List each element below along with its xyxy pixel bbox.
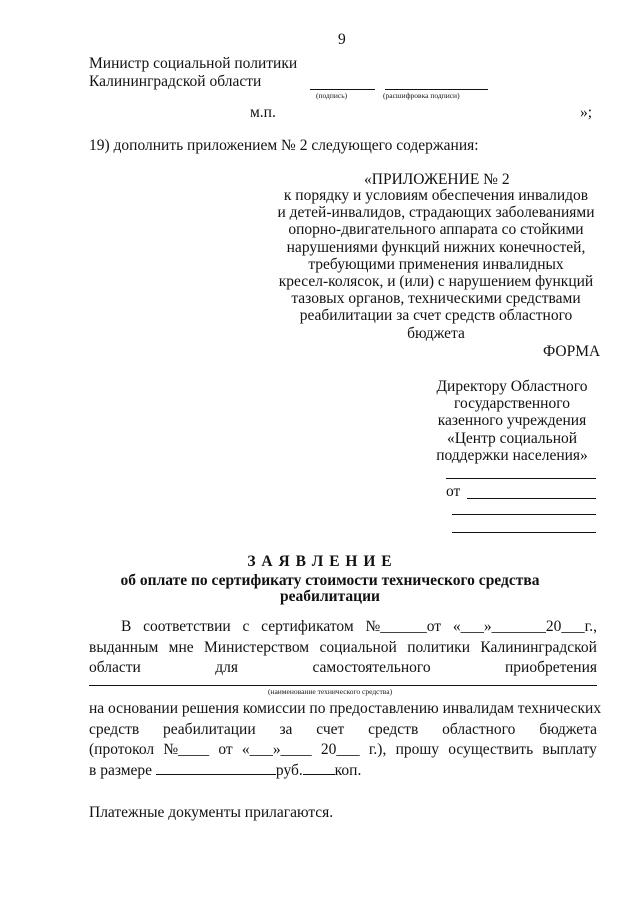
statement-paragraph — [89, 617, 597, 679]
word: счет — [316, 720, 345, 738]
signature-decoding-caption: (расшифровка подписи) — [383, 91, 460, 100]
word: (протокол — [89, 741, 155, 758]
addressee-line: поддержки населения» — [436, 446, 588, 464]
word: приобретения — [505, 659, 597, 676]
signatory-title-line1: Министр социальной политики — [89, 55, 298, 72]
word: самостоятельного — [312, 659, 431, 676]
signature-decoding-line — [385, 89, 488, 90]
addressee-line: «Центр социальной — [446, 429, 578, 447]
appendix-description — [270, 187, 602, 342]
rub-label: руб. — [275, 761, 303, 779]
form-label: ФОРМА — [543, 343, 601, 360]
body-line — [89, 638, 597, 659]
from-label: от — [446, 483, 461, 500]
appendix-line: тазовых органов, техническими средствами — [291, 290, 581, 308]
amendment-text: 19) дополнить приложением № 2 следующего содержания: — [89, 137, 479, 154]
body-line — [89, 617, 597, 638]
appendix-line: кресел-колясок, и (или) с нарушением функций — [278, 273, 594, 291]
addressee-block — [419, 378, 605, 464]
body-line: на основании решения комиссии по предоставлению инвалидам технических — [89, 700, 602, 717]
protocol-number-field: №____ — [163, 741, 210, 758]
addressee-line: государственного — [454, 395, 570, 413]
word: средств — [89, 720, 140, 738]
appendix-line: к порядку и условиям обеспечения инвалидов — [283, 187, 589, 204]
page-number: 9 — [338, 31, 346, 48]
device-name-blank-line — [89, 685, 597, 686]
device-name-caption: (наименование технического средства) — [267, 687, 393, 696]
word: выданным — [89, 638, 159, 656]
word: для — [215, 659, 239, 676]
word: сертификатом — [261, 618, 354, 635]
addressee-blank-line — [452, 514, 596, 515]
from-blank-line — [467, 498, 596, 499]
statement-subtitle-line2: реабилитации — [280, 588, 380, 605]
word: с — [242, 618, 250, 635]
protocol-year-field: 20___ — [320, 741, 360, 758]
certificate-date-field: «___»_______20___г., — [452, 618, 597, 635]
word: политики — [407, 638, 470, 656]
appendix-line: нарушениями функций нижних конечностей, — [286, 238, 586, 256]
stamp-place-label: м.п. — [250, 104, 276, 121]
word: области — [89, 659, 141, 676]
addressee-line: казенного учреждения — [437, 412, 587, 430]
word: реабилитации — [162, 720, 256, 738]
word: от — [218, 741, 233, 758]
word: средств — [368, 720, 419, 738]
protocol-date-field: «___»____ — [241, 741, 312, 758]
body-line — [89, 658, 597, 679]
addressee-blank-line — [446, 478, 596, 479]
statement-paragraph-cont — [89, 699, 602, 781]
addressee-blank-line — [452, 532, 596, 533]
word: соответствии — [143, 618, 231, 635]
word: осуществить — [448, 741, 534, 758]
word: г.), — [368, 741, 387, 758]
word: областного — [442, 720, 516, 738]
appendix-line: бюджета — [407, 324, 465, 342]
appendix-line: реабилитации за счет средств областного — [299, 307, 573, 325]
word: Калининградской — [480, 638, 597, 656]
body-line — [89, 740, 597, 761]
appendix-line: требующими применения инвалидных — [308, 255, 564, 273]
addressee-line: Директору Областного — [436, 378, 588, 395]
word: Министерством — [204, 638, 310, 656]
word: бюджета — [539, 720, 597, 738]
closing-quote: »; — [580, 104, 593, 121]
appendix-line: и детей-инвалидов, страдающих заболеваниями — [277, 204, 595, 222]
signatory-title-line2: Калининградской области — [89, 73, 262, 90]
word: выплату — [542, 741, 597, 758]
appendix-line: опорно-двигательного аппарата со стойкими — [288, 221, 584, 239]
signature-line — [310, 89, 375, 90]
attachments-note: Платежные документы прилагаются. — [89, 804, 334, 821]
word: мне — [168, 638, 194, 656]
word: за — [279, 720, 293, 738]
certificate-number-field: №______от — [365, 618, 442, 635]
body-line — [89, 720, 597, 741]
signature-caption: (подпись) — [316, 91, 348, 100]
word: В — [121, 618, 132, 635]
word: в размере — [89, 761, 153, 779]
word: социальной — [319, 638, 397, 656]
statement-subtitle-line1: об оплате по сертификату стоимости технического средства — [120, 572, 540, 589]
amount-rub-blank — [156, 761, 276, 775]
appendix-title: «ПРИЛОЖЕНИЕ № 2 — [364, 171, 510, 188]
word: прошу — [395, 741, 440, 758]
statement-title: З А Я В Л Е Н И Е — [247, 553, 393, 570]
kop-label: коп. — [334, 761, 362, 779]
amount-kop-blank — [303, 761, 335, 775]
body-line — [89, 761, 597, 782]
